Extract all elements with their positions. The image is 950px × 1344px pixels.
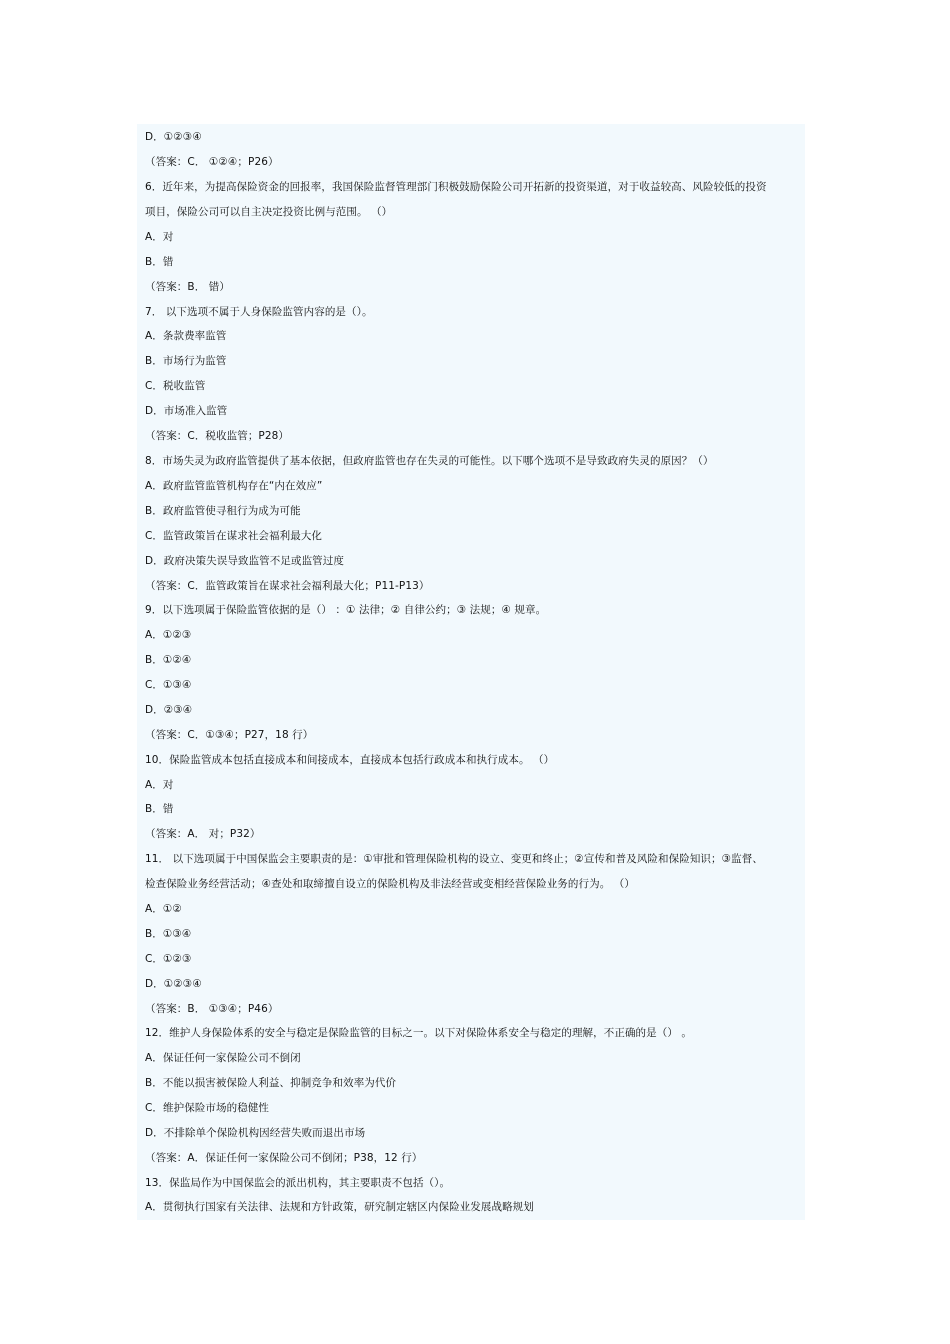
option-line: A．对 — [145, 779, 174, 791]
option-line: C．监管政策旨在谋求社会福利最大化 — [145, 530, 323, 542]
option-line: B．市场行为监管 — [145, 355, 227, 367]
option-line: D．市场准入监管 — [145, 405, 228, 417]
option-line: D．②③④ — [145, 704, 193, 716]
option-line: A．贯彻执行国家有关法律、法规和方针政策，研究制定辖区内保险业发展战略规划 — [145, 1201, 534, 1213]
option-line: B．①③④ — [145, 928, 192, 940]
option-line: C．①②③ — [145, 953, 192, 965]
option-line: B．错 — [145, 803, 174, 815]
question-line: 13．保监局作为中国保监会的派出机构，其主要职责不包括（）。 — [145, 1177, 451, 1189]
question-line-continued: 项目，保险公司可以自主决定投资比例与范围。 （） — [145, 206, 393, 218]
question-line: 8．市场失灵为政府监管提供了基本依据，但政府监管也存在失灵的可能性。以下哪个选项不是导致政府失灵的原因？（） — [145, 455, 714, 467]
option-line: A．政府监管监管机构存在“内在效应” — [145, 480, 323, 492]
question-line: 7． 以下选项不属于人身保险监管内容的是（）。 — [145, 306, 373, 318]
answer-line: （答案：B． ①③④；P46） — [145, 1003, 279, 1015]
option-line: B．错 — [145, 256, 174, 268]
answer-line: （答案：A． 对；P32） — [145, 828, 261, 840]
option-line: A．①② — [145, 903, 182, 915]
answer-line: （答案：C．监管政策旨在谋求社会福利最大化；P11-P13） — [145, 580, 430, 592]
option-line: A．①②③ — [145, 629, 192, 641]
option-line: D．①②③④ — [145, 131, 202, 143]
question-line: 9．以下选项属于保险监管依据的是（） ：① 法律；② 自律公约；③ 法规；④ 规章。 — [145, 604, 547, 616]
option-line: A．对 — [145, 231, 174, 243]
option-line: C．税收监管 — [145, 380, 206, 392]
option-line: B．①②④ — [145, 654, 192, 666]
option-line: D．政府决策失误导致监管不足或监管过度 — [145, 555, 344, 567]
option-line: C．①③④ — [145, 679, 192, 691]
question-line: 12．维护人身保险体系的安全与稳定是保险监管的目标之一。以下对保险体系安全与稳定的理解，不正确的是（） 。 — [145, 1027, 692, 1039]
question-line: 6．近年来，为提高保险资金的回报率，我国保险监督管理部门积极鼓励保险公司开拓新的投资渠道，对于收益较高、风险较低的投资 — [145, 181, 767, 193]
answer-line: （答案：C． ①②④；P26） — [145, 156, 279, 168]
answer-line: （答案：C．①③④；P27，18 行） — [145, 729, 314, 741]
answer-line: （答案：B． 错） — [145, 281, 230, 293]
option-line: B．政府监管使寻租行为成为可能 — [145, 505, 301, 517]
question-line: 11． 以下选项属于中国保监会主要职责的是：①审批和管理保险机构的设立、变更和终止；②宣传和普及风险和保险知识；③监督、 — [145, 853, 763, 865]
answer-line: （答案：A．保证任何一家保险公司不倒闭；P38，12 行） — [145, 1152, 423, 1164]
option-line: A．保证任何一家保险公司不倒闭 — [145, 1052, 301, 1064]
option-line: B．不能以损害被保险人利益、抑制竞争和效率为代价 — [145, 1077, 397, 1089]
option-line: D．不排除单个保险机构因经营失败而退出市场 — [145, 1127, 366, 1139]
option-line: D．①②③④ — [145, 978, 202, 990]
option-line: C．维护保险市场的稳健性 — [145, 1102, 270, 1114]
question-line: 10．保险监管成本包括直接成本和间接成本，直接成本包括行政成本和执行成本。 （） — [145, 754, 555, 766]
answer-line: （答案：C．税收监管；P28） — [145, 430, 290, 442]
option-line: A．条款费率监管 — [145, 330, 227, 342]
question-line-continued: 检查保险业务经营活动；④查处和取缔擅自设立的保险机构及非法经营或变相经营保险业务的行为。 （） — [145, 878, 635, 890]
